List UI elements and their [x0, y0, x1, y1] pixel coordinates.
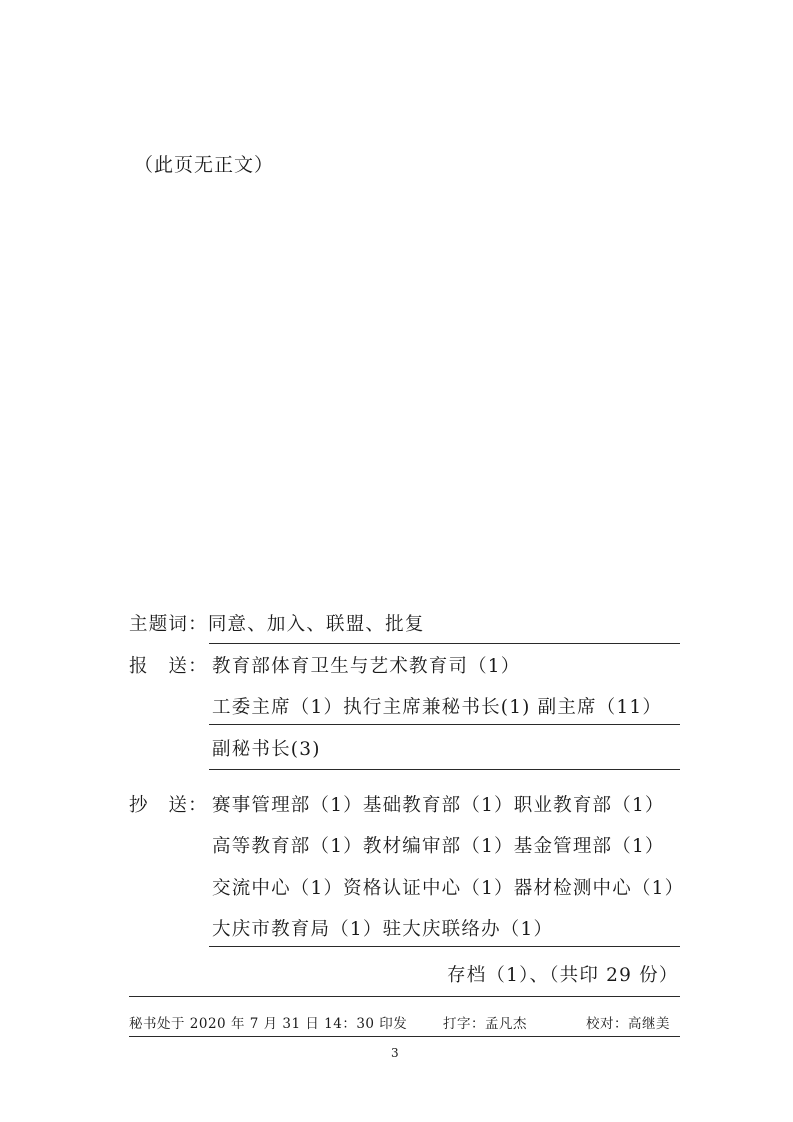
keywords-divider [209, 643, 680, 644]
page-number: 3 [391, 1046, 399, 1060]
keywords-text: 同意、加入、联盟、批复 [207, 614, 425, 635]
keywords-row [129, 610, 425, 636]
no-body-note: （此页无正文） [134, 154, 275, 176]
report-to-line-3: 副秘书长(3) [212, 739, 321, 760]
proofreader: 校对：高继美 [586, 1016, 670, 1032]
copy-to-line-3: 交流中心（1）资格认证中心（1）器材检测中心（1） [212, 878, 685, 899]
copy-to-label: 抄 送： [129, 795, 208, 816]
copy-to-line-2: 高等教育部（1）教材编审部（1）基金管理部（1） [212, 836, 665, 857]
typist: 打字：孟凡杰 [443, 1016, 527, 1032]
report-section-divider [209, 769, 680, 770]
report-to-divider [209, 724, 680, 725]
archive-line: 存档（1）、（共印 29 份） [447, 965, 679, 986]
report-to-label: 报 送： [129, 656, 208, 677]
copy-to-line-4: 大庆市教育局（1）驻大庆联络办（1） [212, 919, 554, 940]
keywords-label: 主题词： [129, 614, 208, 635]
footer-top-divider [129, 996, 680, 997]
report-to-line-2: 工委主席（1）执行主席兼秘书长(1) 副主席（11） [212, 697, 663, 718]
footer-bottom-divider [129, 1036, 680, 1037]
report-to-line-1: 教育部体育卫生与艺术教育司（1） [212, 656, 521, 677]
copy-to-line-1: 赛事管理部（1）基础教育部（1）职业教育部（1） [212, 795, 665, 816]
copy-to-divider [209, 946, 680, 947]
issued-by: 秘书处于 2020 年 7 月 31 日 14：30 印发 [129, 1016, 408, 1032]
